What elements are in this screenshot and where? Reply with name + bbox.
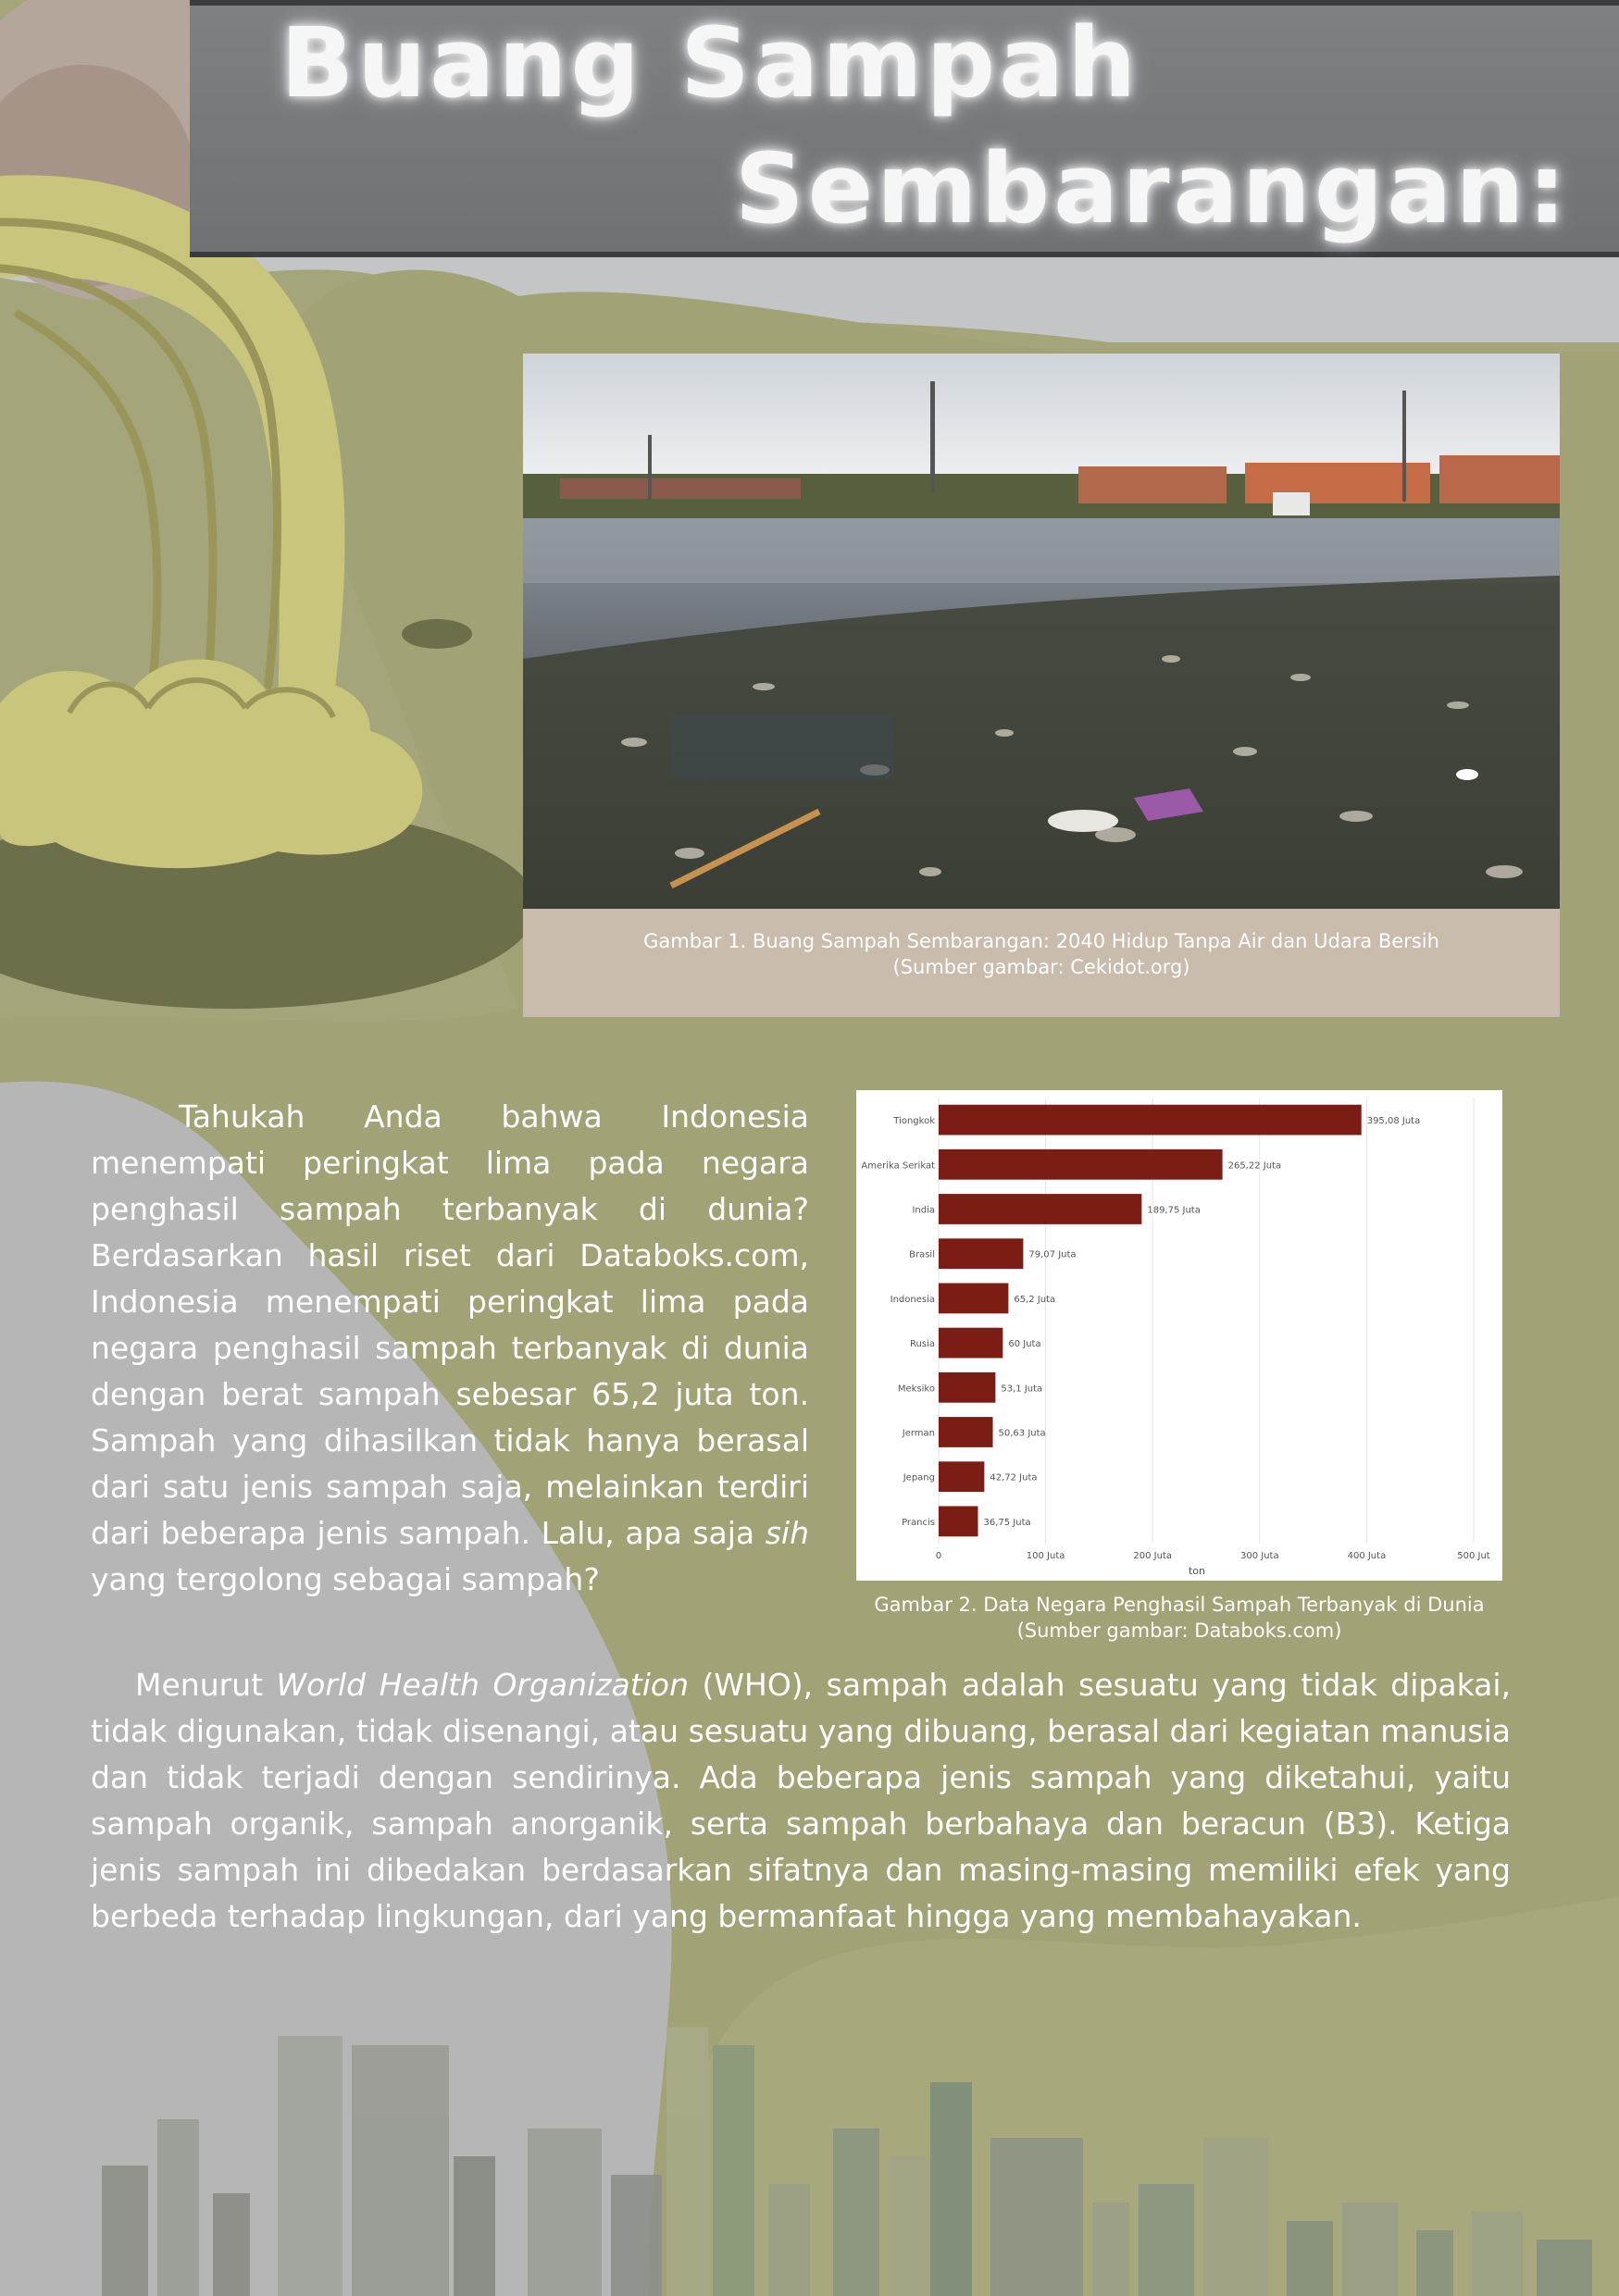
- title-line-1: Buang Sampah: [280, 6, 1140, 119]
- data-label: 60 Juta: [1008, 1339, 1041, 1350]
- paragraph-2-text: Menurut: [135, 1667, 277, 1703]
- bar: [939, 1238, 1023, 1269]
- waste-foam: [0, 660, 422, 869]
- bar: [939, 1194, 1141, 1224]
- category-label: India: [912, 1205, 935, 1216]
- bar: [939, 1149, 1223, 1180]
- data-label: 65,2 Juta: [1014, 1294, 1056, 1305]
- x-axis-label: ton: [1188, 1565, 1206, 1577]
- data-label: 36,75 Juta: [983, 1517, 1031, 1528]
- bar: [939, 1284, 1008, 1314]
- x-tick-label: 100 Juta: [1026, 1551, 1065, 1561]
- data-label: 395,08 Juta: [1366, 1116, 1421, 1127]
- data-label: 79,07 Juta: [1028, 1249, 1077, 1260]
- category-label: Jepang: [903, 1472, 935, 1483]
- paragraph-1: [91, 1094, 809, 1603]
- paragraph-1-text-end: yang tergolong sebagai sampah?: [91, 1561, 600, 1597]
- paragraph-2-italic: World Health Organization: [276, 1667, 689, 1703]
- bar: [939, 1328, 1003, 1359]
- small-puddle: [402, 619, 472, 649]
- title-line-2: Sembarangan:: [734, 132, 1570, 245]
- waste-chart: [856, 1090, 1502, 1581]
- data-label: 265,22 Juta: [1227, 1160, 1282, 1172]
- paragraph-2: [91, 1662, 1511, 1940]
- category-label: Amerika Serikat: [861, 1160, 935, 1172]
- polluted-water-photo: [523, 354, 1560, 909]
- x-tick-label: 400 Juta: [1347, 1551, 1387, 1561]
- category-label: Prancis: [902, 1517, 935, 1528]
- bar: [939, 1507, 978, 1537]
- paragraph-1-text: Tahukah Anda bahwa Indonesia menempati peringkat lima pada negara penghasil sampah terbanyak di dunia? Berdasarkan hasil riset dari Databoks.com, Indonesia menempati peringkat lima pada negara penghasil sampah terbanyak di dunia dengan berat sampah sebesar 65,2 juta ton. Sampah yang dihasilkan tidak hanya berasal dari satu jenis sampah saja, melainkan terdiri dari beberapa jenis sampah. Lalu, apa saja: [91, 1098, 809, 1551]
- bar: [939, 1417, 993, 1447]
- figure-2-caption-source: (Sumber gambar: Databoks.com): [1016, 1620, 1342, 1642]
- figure-1-caption-title: Gambar 1. Buang Sampah Sembarangan: 2040 Hidup Tanpa Air dan Udara Bersih: [643, 930, 1439, 952]
- x-tick-label: 200 Juta: [1133, 1551, 1173, 1561]
- paragraph-2-text-end: (WHO), sampah adalah sesuatu yang tidak dipakai, tidak digunakan, tidak disenangi, atau sesuatu yang dibuang, berasal dari kegiatan manusia dan tidak terjadi dengan sendirinya. Ada beberapa jenis sampah yang diketahui, yaitu sampah organik, sampah anorganik, serta sampah berbahaya dan beracun (B3). Ketiga jenis sampah ini dibedakan berdasarkan sifatnya dan masing-masing memiliki efek yang berbeda terhadap lingkungan, dari yang bermanfaat hingga yang membahayakan.: [91, 1667, 1511, 1934]
- bar: [939, 1105, 1362, 1136]
- bar: [939, 1461, 984, 1492]
- paragraph-1-italic: sih: [765, 1515, 809, 1551]
- waste-chart-svg: [856, 1090, 1502, 1581]
- category-label: Rusia: [910, 1339, 935, 1350]
- category-label: Tiongkok: [893, 1116, 935, 1127]
- figure-2-caption: [842, 1592, 1516, 1644]
- x-tick-label: 500 Jut: [1457, 1551, 1490, 1561]
- x-tick-label: 300 Juta: [1239, 1551, 1279, 1561]
- figure-2-caption-title: Gambar 2. Data Negara Penghasil Sampah Terbanyak di Dunia: [874, 1594, 1485, 1616]
- data-label: 42,72 Juta: [990, 1472, 1038, 1483]
- figure-1: [523, 354, 1560, 1017]
- figure-1-caption-source: (Sumber gambar: Cekidot.org): [892, 956, 1190, 978]
- figure-1-caption: [523, 928, 1560, 980]
- category-label: Jerman: [902, 1428, 935, 1439]
- x-tick-label: 0: [935, 1551, 942, 1561]
- bar: [939, 1372, 995, 1403]
- category-label: Meksiko: [897, 1384, 935, 1395]
- data-label: 53,1 Juta: [1001, 1384, 1043, 1395]
- data-label: 50,63 Juta: [998, 1428, 1046, 1439]
- data-label: 189,75 Juta: [1147, 1205, 1201, 1216]
- category-label: Brasil: [909, 1249, 935, 1260]
- category-label: Indonesia: [890, 1294, 935, 1305]
